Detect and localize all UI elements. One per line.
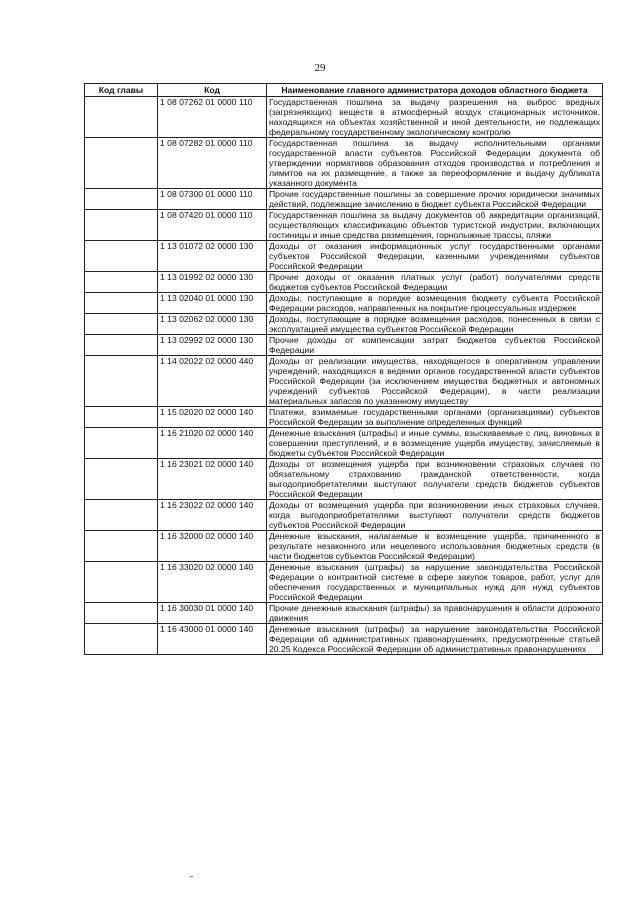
table-row bbox=[85, 210, 603, 241]
cell-chapter-code bbox=[85, 531, 158, 562]
cell-chapter-code bbox=[85, 624, 158, 655]
cell-name: Прочие денежные взыскания (штрафы) за правонарушения в области дорожного движения bbox=[267, 603, 603, 624]
cell-chapter-code bbox=[85, 241, 158, 272]
cell-chapter-code bbox=[85, 459, 158, 500]
table-header-row bbox=[85, 84, 603, 97]
cell-chapter-code bbox=[85, 562, 158, 603]
table-row bbox=[85, 241, 603, 272]
cell-chapter-code bbox=[85, 603, 158, 624]
cell-code: 1 13 01072 02 0000 130 bbox=[158, 241, 267, 272]
cell-code: 1 16 43000 01 0000 140 bbox=[158, 624, 267, 655]
cell-code: 1 16 23022 02 0000 140 bbox=[158, 500, 267, 531]
cell-code: 1 14 02022 02 0000 440 bbox=[158, 356, 267, 407]
cell-name: Государственная пошлина за выдачу исполнительными органами государственной власти субъектов Российской Федерации документа об утверждении нормативов образования отходов производства и потребления и лимитов на их размещение, а также за переоформление и выдачу дубликата указанного документа bbox=[267, 138, 603, 189]
cell-name: Государственная пошлина за выдачу документов об аккредитации организаций, осуществляющих классификацию объектов туристской индустрии, включающих гостиницы и иные средства размещения, горнолыжные трассы, пляжи bbox=[267, 210, 603, 241]
cell-code: 1 13 02062 02 0000 130 bbox=[158, 314, 267, 335]
table-row bbox=[85, 459, 603, 500]
table-row bbox=[85, 428, 603, 459]
table-row bbox=[85, 500, 603, 531]
cell-chapter-code bbox=[85, 428, 158, 459]
cell-code: 1 08 07300 01 0000 110 bbox=[158, 189, 267, 210]
table-row bbox=[85, 314, 603, 335]
cell-code: 1 16 33020 02 0000 140 bbox=[158, 562, 267, 603]
cell-code: 1 13 02040 01 0000 130 bbox=[158, 293, 267, 314]
cell-code: 1 13 01992 02 0000 130 bbox=[158, 272, 267, 293]
table-row bbox=[85, 603, 603, 624]
cell-name: Доходы от реализации имущества, находящегося в оперативном управлении учреждений, находящихся в ведении органов государственной власти субъектов Российской Федерации (за исключением имущества бюджетных и автономных учреждений субъектов Российской Федерации), в части реализации материальных запасов по указанному имуществу bbox=[267, 356, 603, 407]
cell-name: Платежи, взимаемые государственными органами (организациями) субъектов Российской Федерации за выполнение определенных функций bbox=[267, 407, 603, 428]
cell-name: Денежные взыскания (штрафы) за нарушение законодательства Российской Федерации об административных правонарушениях, предусмотренные статьей 20.25 Кодекса Российской Федерации об административных правонарушениях bbox=[267, 624, 603, 655]
cell-chapter-code bbox=[85, 356, 158, 407]
cell-chapter-code bbox=[85, 210, 158, 241]
table-row bbox=[85, 531, 603, 562]
cell-name: Доходы, поступающие в порядке возмещения расходов, понесенных в связи с эксплуатацией имущества субъектов Российской Федерации bbox=[267, 314, 603, 335]
cell-name: Государственная пошлина за выдачу разрешения на выброс вредных (загрязняющих) веществ в атмосферный воздух стационарных источников, находящихся на объектах хозяйственной и иной деятельности, не подлежащих федеральному государственному экологическому контролю bbox=[267, 97, 603, 138]
cell-name: Доходы от возмещения ущерба при возникновении страховых случаев по обязательному страхованию гражданской ответственности, когда выгодоприобретателями выступают получатели средств бюджетов субъектов Российской Федерации bbox=[267, 459, 603, 500]
cell-chapter-code bbox=[85, 500, 158, 531]
cell-chapter-code bbox=[85, 189, 158, 210]
table-row bbox=[85, 624, 603, 655]
header-name: Наименование главного администратора доходов областного бюджета bbox=[267, 84, 603, 97]
table-row bbox=[85, 356, 603, 407]
table-row bbox=[85, 272, 603, 293]
cell-code: 1 13 02992 02 0000 130 bbox=[158, 335, 267, 356]
cell-code: 1 08 07282 01 0000 110 bbox=[158, 138, 267, 189]
table-row bbox=[85, 293, 603, 314]
cell-name: Денежные взыскания (штрафы) за нарушение законодательства Российской Федерации о контрактной системе в сфере закупок товаров, работ, услуг для обеспечения государственных и муниципальных нужд для нужд субъектов Российской Федерации bbox=[267, 562, 603, 603]
cell-chapter-code bbox=[85, 97, 158, 138]
cell-chapter-code bbox=[85, 138, 158, 189]
cell-name: Прочие доходы от оказания платных услуг (работ) получателями средств бюджетов субъектов Российской Федерации bbox=[267, 272, 603, 293]
cell-name: Доходы, поступающие в порядке возмещения бюджету субъекта Российской Федерации расходов, направленных на покрытие процессуальных издержек bbox=[267, 293, 603, 314]
cell-name: Денежные взыскания (штрафы) и иные суммы, взыскиваемые с лиц, виновных в совершении преступлений, и в возмещение ущерба имуществу, зачисляемые в бюджеты субъектов Российской Федерации bbox=[267, 428, 603, 459]
cell-name: Доходы от оказания информационных услуг государственными органами субъектов Российской Федерации, казенными учреждениями субъектов Российской Федерации bbox=[267, 241, 603, 272]
table-row bbox=[85, 562, 603, 603]
revenue-administrator-table bbox=[84, 83, 603, 655]
cell-chapter-code bbox=[85, 272, 158, 293]
table-row bbox=[85, 335, 603, 356]
table-row bbox=[85, 407, 603, 428]
cell-name: Денежные взыскания, налагаемые в возмещение ущерба, причиненного в результате незаконного или нецелевого использования бюджетных средств (в части бюджетов субъектов Российской Федерации) bbox=[267, 531, 603, 562]
cell-chapter-code bbox=[85, 293, 158, 314]
table-row bbox=[85, 138, 603, 189]
cell-chapter-code bbox=[85, 407, 158, 428]
table-row bbox=[85, 189, 603, 210]
cell-name: Прочие государственные пошлины за совершение прочих юридически значимых действий, подлежащие зачислению в бюджет субъекта Российской Федерации bbox=[267, 189, 603, 210]
header-code: Код bbox=[158, 84, 267, 97]
cell-chapter-code bbox=[85, 314, 158, 335]
cell-name: Прочие доходы от компенсации затрат бюджетов субъектов Российской Федерации bbox=[267, 335, 603, 356]
cell-code: 1 16 30030 01 0000 140 bbox=[158, 603, 267, 624]
cell-code: 1 08 07420 01 0000 110 bbox=[158, 210, 267, 241]
scan-speck bbox=[190, 876, 193, 877]
cell-chapter-code bbox=[85, 335, 158, 356]
cell-code: 1 08 07262 01 0000 110 bbox=[158, 97, 267, 138]
cell-code: 1 16 32000 02 0000 140 bbox=[158, 531, 267, 562]
cell-name: Доходы от возмещения ущерба при возникновении иных страховых случаев, когда выгодоприобретателями выступают получатели средств бюджетов субъектов Российской Федерации bbox=[267, 500, 603, 531]
table-row bbox=[85, 97, 603, 138]
cell-code: 1 15 02020 02 0000 140 bbox=[158, 407, 267, 428]
page-number: 29 bbox=[314, 62, 326, 74]
header-chapter-code: Код главы bbox=[85, 84, 158, 97]
cell-code: 1 16 23021 02 0000 140 bbox=[158, 459, 267, 500]
cell-code: 1 16 21020 02 0000 140 bbox=[158, 428, 267, 459]
